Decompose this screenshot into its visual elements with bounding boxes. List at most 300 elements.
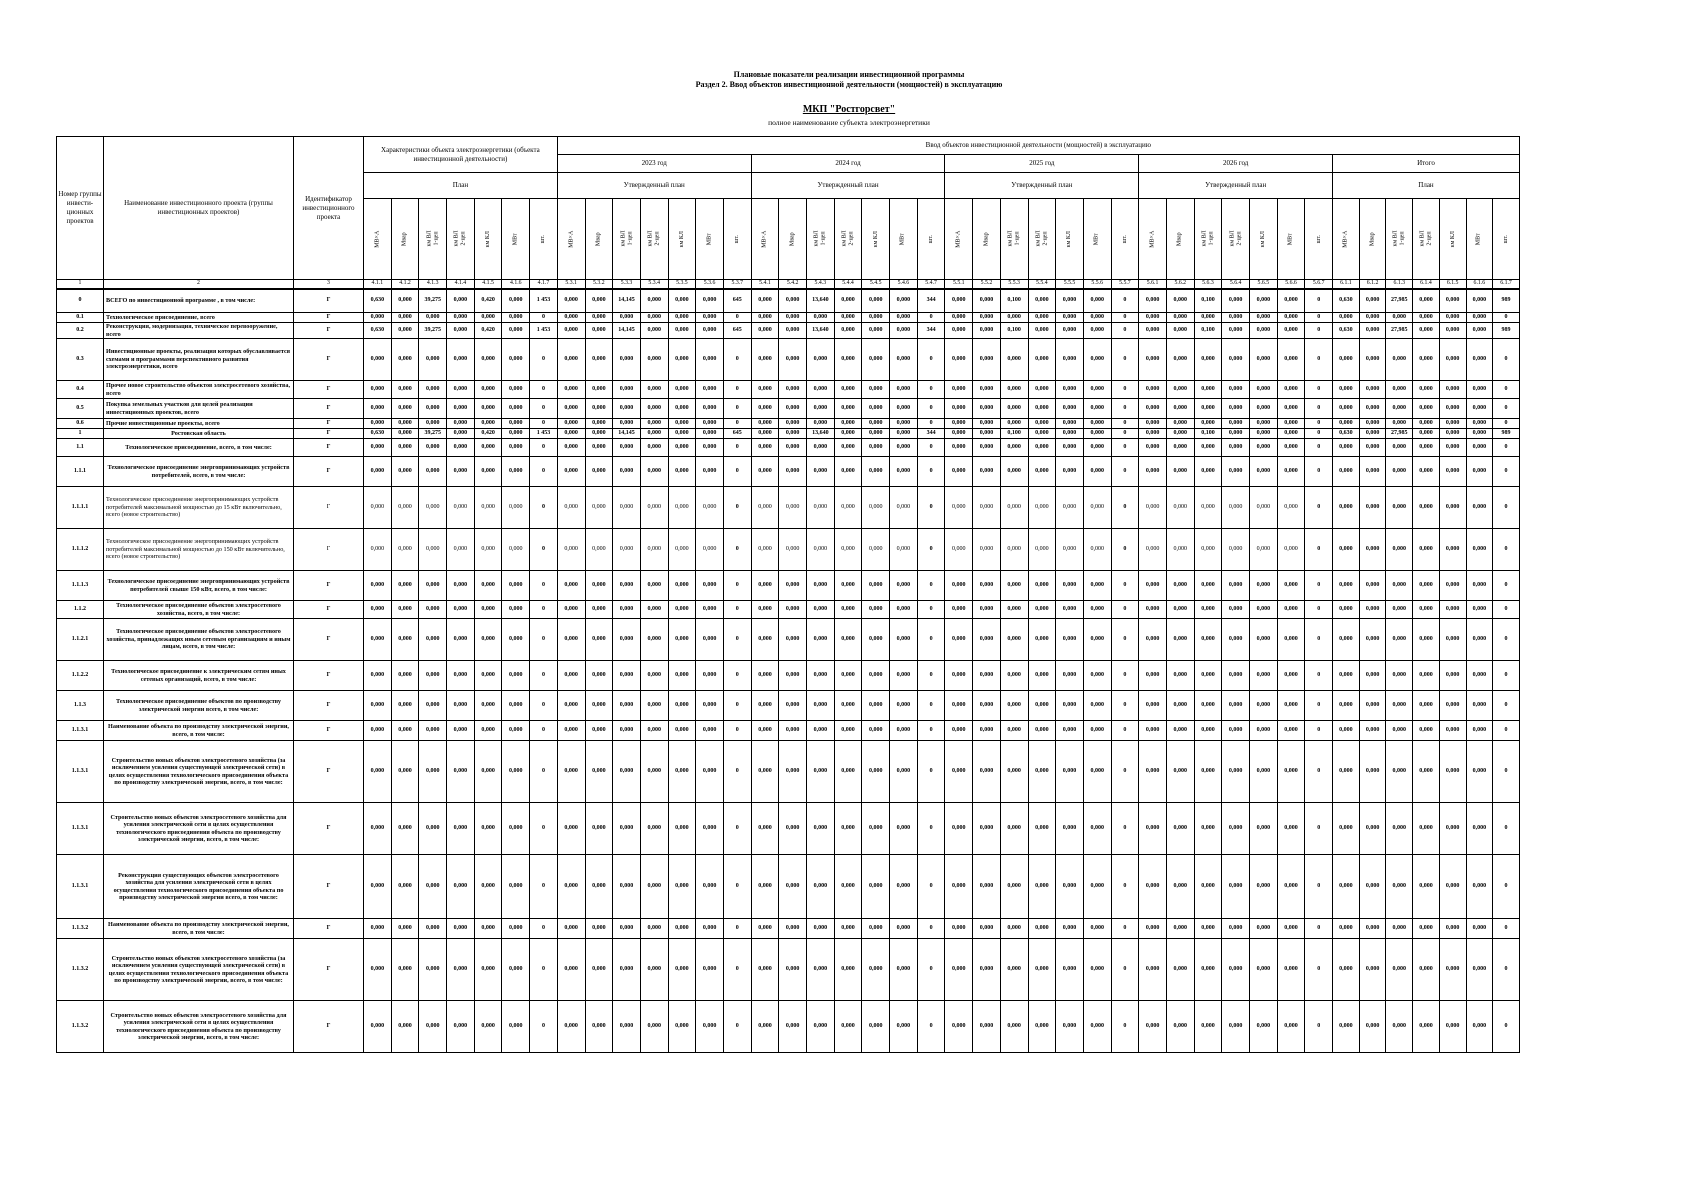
row-value: 0,000 [1139,691,1167,721]
row-value: 0,000 [696,529,724,571]
row-value: 0 [723,661,751,691]
row-value: 0,000 [613,661,641,691]
row-value: 0,000 [613,919,641,939]
row-value: 0,000 [751,487,779,529]
row-value: 0,000 [1222,323,1250,339]
row-value: 0,000 [1277,1001,1305,1053]
row-value: 0,000 [1413,529,1440,571]
row-value: 0,000 [1139,419,1167,429]
row-value: 0,000 [447,457,475,487]
row-value: 14,145 [613,429,641,439]
row-project-id: Г [294,323,364,339]
row-value: 0,000 [945,313,973,323]
row-value: 0,000 [1250,429,1278,439]
row-value: 0,000 [1277,919,1305,939]
row-value: 0,000 [502,619,530,661]
row-value: 0 [917,619,945,661]
row-value: 0,000 [391,939,419,1001]
row-value: 0,000 [502,1001,530,1053]
row-value: 0,000 [751,619,779,661]
row-value: 0,000 [1466,419,1493,429]
row-value: 0,000 [890,323,918,339]
row-value: 0,000 [1166,381,1194,399]
row-value: 0,000 [751,741,779,803]
header-unit: шт. [530,199,558,280]
row-value: 0 [1305,571,1333,601]
row-value: 0,000 [668,289,696,313]
row-number: 1.1.1.2 [57,529,104,571]
row-number: 0.6 [57,419,104,429]
row-value: 14,145 [613,289,641,313]
row-value: 0,000 [613,439,641,457]
row-value: 0 [723,919,751,939]
row-value: 0,000 [1250,457,1278,487]
row-number: 1.1.3.1 [57,741,104,803]
row-value: 0,000 [1000,313,1028,323]
row-value: 0,000 [419,855,447,919]
row-value: 0,000 [751,919,779,939]
row-value: 0,000 [364,803,392,855]
row-value: 0,000 [668,803,696,855]
row-value: 0,000 [585,691,613,721]
row-value: 0,000 [364,939,392,1001]
row-value: 0,000 [1194,419,1222,429]
row-value: 0 [530,419,558,429]
row-value: 0,000 [419,721,447,741]
row-value: 0,000 [751,803,779,855]
row-value: 0,000 [1333,439,1360,457]
row-value: 0,000 [1277,691,1305,721]
row-value: 0,000 [807,1001,835,1053]
header-unit: МВ×А [1333,199,1360,280]
row-value: 0,000 [834,855,862,919]
row-number: 1 [57,429,104,439]
row-value: 0,000 [945,487,973,529]
row-value: 0,000 [1166,313,1194,323]
row-value: 0,000 [419,381,447,399]
row-value: 0,000 [557,323,585,339]
row-value: 0,000 [1166,399,1194,419]
row-value: 0,000 [447,741,475,803]
row-value: 0,000 [1439,803,1466,855]
row-project-id: Г [294,439,364,457]
row-value: 0 [917,691,945,721]
row-project-id: Г [294,939,364,1001]
row-value: 0,000 [391,571,419,601]
row-value: 0,000 [1333,571,1360,601]
row-value: 0,000 [1277,741,1305,803]
row-value: 0,000 [1250,487,1278,529]
row-number: 0.4 [57,381,104,399]
row-project-id: Г [294,529,364,571]
row-value: 0,000 [502,399,530,419]
column-number: 6.1.1 [1333,280,1360,289]
row-value: 0 [1111,289,1139,313]
row-value: 0,000 [890,429,918,439]
row-value: 0,000 [1466,619,1493,661]
row-value: 0,000 [557,619,585,661]
row-value: 0,000 [1439,939,1466,1001]
row-value: 0,000 [502,487,530,529]
row-value: 0,630 [1333,323,1360,339]
row-value: 27,985 [1386,429,1413,439]
row-value: 0,000 [696,313,724,323]
row-value: 0 [1111,855,1139,919]
row-value: 0,100 [1000,323,1028,339]
header-unit: км КЛ [1056,199,1084,280]
row-value: 0,000 [1250,419,1278,429]
row-value: 0,000 [945,1001,973,1053]
row-value: 0,000 [1139,399,1167,419]
row-value: 0 [530,939,558,1001]
row-value: 0,000 [973,661,1001,691]
row-project-id: Г [294,289,364,313]
row-value: 0 [917,313,945,323]
row-value: 0,000 [640,939,668,1001]
row-value: 0 [1111,741,1139,803]
row-value: 0,000 [640,691,668,721]
row-value: 0,000 [419,419,447,429]
row-value: 0,000 [1083,381,1111,399]
row-value: 0,000 [807,457,835,487]
row-value: 0,000 [1166,601,1194,619]
row-value: 0,000 [696,289,724,313]
row-value: 0,000 [364,529,392,571]
row-value: 0,000 [1166,661,1194,691]
row-value: 0,000 [890,803,918,855]
table-row [57,457,1520,487]
row-value: 0,000 [1083,741,1111,803]
row-value: 0,000 [447,601,475,619]
row-value: 0,000 [1277,381,1305,399]
row-value: 0,000 [1222,529,1250,571]
row-value: 0 [1305,721,1333,741]
row-value: 0,000 [391,289,419,313]
row-value: 0 [1493,313,1520,323]
row-number: 1.1.3.1 [57,855,104,919]
row-value: 0,000 [391,919,419,939]
header-year-plan: Утвержденный план [557,173,751,199]
row-value: 0,000 [474,529,502,571]
row-value: 0,000 [1466,661,1493,691]
row-value: 0,000 [585,419,613,429]
row-value: 0,000 [1222,381,1250,399]
table-row [57,289,1520,313]
row-value: 0,000 [557,419,585,429]
row-value: 0,000 [613,855,641,919]
row-value: 0,000 [1333,939,1360,1001]
row-value: 0,000 [779,1001,807,1053]
row-value: 0,000 [862,741,890,803]
row-value: 0,000 [696,419,724,429]
row-project-name: Наименование объекта по производству электрической энергии, всего, в том числе: [104,919,294,939]
row-value: 0,000 [945,323,973,339]
row-value: 0,000 [585,289,613,313]
row-value: 0,000 [1028,741,1056,803]
row-value: 0,000 [364,381,392,399]
row-value: 0 [1305,381,1333,399]
row-value: 0,000 [419,919,447,939]
row-value: 0,000 [945,721,973,741]
row-value: 0,000 [1166,419,1194,429]
header-unit: км ВЛ 1-цеп [1386,199,1413,280]
row-value: 0 [1111,661,1139,691]
row-value: 0,000 [1277,429,1305,439]
row-value: 0,000 [973,429,1001,439]
row-value: 0,000 [1083,855,1111,919]
row-value: 0,000 [1222,741,1250,803]
table-row [57,339,1520,381]
table-row [57,439,1520,457]
row-value: 0,000 [1413,289,1440,313]
column-number: 5.5.2 [973,280,1001,289]
row-value: 0,000 [1083,457,1111,487]
row-value: 0,000 [973,855,1001,919]
row-value: 0,000 [1386,919,1413,939]
row-value: 0,000 [1359,323,1386,339]
row-project-name: Технологическое присоединение энергопринимающих устройств потребителей, всего, в том числе: [104,457,294,487]
row-value: 0,000 [779,939,807,1001]
row-value: 0,100 [1000,429,1028,439]
row-value: 0,000 [862,487,890,529]
row-project-id: Г [294,1001,364,1053]
header-unit: Мвар [973,199,1001,280]
row-value: 0,000 [1386,399,1413,419]
row-value: 0,000 [890,571,918,601]
row-value: 0,000 [1194,661,1222,691]
column-number: 5.5.6 [1083,280,1111,289]
row-value: 0,000 [502,381,530,399]
row-value: 0,000 [1359,919,1386,939]
row-value: 0,000 [557,439,585,457]
row-value: 0,000 [1222,457,1250,487]
row-value: 0,000 [1083,339,1111,381]
row-value: 0,000 [1250,855,1278,919]
row-value: 0 [1305,529,1333,571]
document-title: Плановые показатели реализации инвестиционной программы [733,70,965,79]
row-value: 0,000 [1000,803,1028,855]
row-value: 0,000 [502,691,530,721]
row-value: 0,000 [807,339,835,381]
row-value: 0,000 [696,399,724,419]
row-value: 0,000 [668,691,696,721]
row-value: 0,000 [1333,919,1360,939]
row-value: 0,000 [1386,487,1413,529]
row-value: 0,000 [1439,457,1466,487]
row-value: 0,000 [1222,919,1250,939]
row-number: 1.1.3.2 [57,919,104,939]
row-value: 0 [723,399,751,419]
row-value: 0,000 [419,939,447,1001]
row-value: 0,000 [1056,721,1084,741]
row-value: 0,000 [364,399,392,419]
header-unit: МВ×А [945,199,973,280]
row-value: 0,000 [973,419,1001,429]
row-value: 0,000 [834,741,862,803]
row-value: 0,000 [834,571,862,601]
row-value: 0,000 [1222,429,1250,439]
row-value: 0,000 [1359,429,1386,439]
row-value: 0,000 [1359,721,1386,741]
row-value: 0,000 [447,429,475,439]
row-value: 0,000 [1083,919,1111,939]
row-value: 0,000 [1028,339,1056,381]
row-value: 0 [917,571,945,601]
row-value: 39,275 [419,289,447,313]
row-value: 0,000 [557,571,585,601]
row-value: 0,000 [1194,339,1222,381]
row-value: 0,630 [1333,289,1360,313]
row-value: 0,000 [391,439,419,457]
row-value: 0,000 [1333,419,1360,429]
row-value: 0,000 [1194,855,1222,919]
header-year-plan: Утвержденный план [1139,173,1333,199]
column-number: 6.1.5 [1439,280,1466,289]
row-value: 0,000 [1028,855,1056,919]
row-value: 0,000 [1028,571,1056,601]
row-value: 0,000 [1056,1001,1084,1053]
row-value: 0,000 [1056,919,1084,939]
column-number: 5.6.6 [1277,280,1305,289]
row-value: 0,000 [502,419,530,429]
row-value: 0 [1111,323,1139,339]
row-project-name: Строительство новых объектов электросетевого хозяйства (за исключением усиления существующей электрической сети) в целях осуществления технологического присоединения объекта по производству электрической энергии, всего, в том числе: [104,741,294,803]
row-value: 0,000 [557,457,585,487]
row-value: 0,000 [1277,313,1305,323]
row-value: 0,000 [668,741,696,803]
column-number: 5.4.4 [834,280,862,289]
row-value: 0 [1493,1001,1520,1053]
row-value: 0,000 [1250,529,1278,571]
row-value: 0 [1111,313,1139,323]
row-value: 0,000 [779,487,807,529]
row-value: 0,000 [1028,919,1056,939]
table-row [57,429,1520,439]
row-value: 0,000 [779,741,807,803]
header-unit: км КЛ [474,199,502,280]
row-value: 0,000 [1359,691,1386,721]
row-value: 0,000 [807,487,835,529]
row-value: 0,000 [807,419,835,429]
row-value: 0,000 [613,1001,641,1053]
table-row [57,919,1520,939]
header-unit: шт. [917,199,945,280]
row-value: 0,000 [668,919,696,939]
row-value: 0,000 [1386,439,1413,457]
header-unit: МВ×А [1139,199,1167,280]
row-value: 0,000 [447,803,475,855]
row-value: 0,000 [862,919,890,939]
row-value: 0 [1111,691,1139,721]
row-value: 0,000 [1139,323,1167,339]
header-characteristics: Характеристики объекта электроэнергетики (объекта инвестиционной деятельности) [364,137,558,173]
row-value: 0,000 [419,571,447,601]
row-value: 0,000 [391,419,419,429]
row-value: 0,000 [1413,571,1440,601]
row-value: 0,000 [391,339,419,381]
row-value: 0,000 [1083,323,1111,339]
row-value: 0,000 [1413,399,1440,419]
row-value: 0,000 [640,803,668,855]
row-value: 0,000 [1222,487,1250,529]
row-value: 0,000 [834,339,862,381]
row-number: 1.1.1.1 [57,487,104,529]
header-unit: км ВЛ 2-цеп [1413,199,1440,280]
row-value: 0,000 [862,339,890,381]
row-value: 0 [1493,803,1520,855]
row-value: 0,420 [474,323,502,339]
row-value: 0,000 [807,571,835,601]
row-value: 0,000 [1333,619,1360,661]
row-value: 0 [1493,419,1520,429]
row-value: 0,000 [1333,381,1360,399]
row-project-id: Г [294,741,364,803]
row-value: 0,000 [1359,741,1386,803]
row-value: 0 [1111,601,1139,619]
row-value: 0,000 [1439,661,1466,691]
row-value: 0,000 [1083,529,1111,571]
row-value: 0 [1305,1001,1333,1053]
row-value: 0,000 [1000,399,1028,419]
row-value: 0,000 [696,855,724,919]
row-value: 0,000 [1439,429,1466,439]
row-value: 0 [1305,855,1333,919]
row-value: 0,000 [364,741,392,803]
row-value: 0 [917,399,945,419]
row-value: 0 [530,1001,558,1053]
row-value: 0,000 [945,803,973,855]
row-value: 0,000 [1166,721,1194,741]
row-value: 0,000 [1359,399,1386,419]
row-value: 0,000 [1413,313,1440,323]
row-value: 0 [530,661,558,691]
row-value: 0,000 [391,323,419,339]
row-value: 0,000 [391,1001,419,1053]
row-value: 0,000 [1333,1001,1360,1053]
row-value: 0,000 [751,529,779,571]
row-value: 0,000 [668,313,696,323]
row-value: 0,000 [447,313,475,323]
row-value: 0,000 [862,855,890,919]
row-project-id: Г [294,429,364,439]
row-value: 0,000 [696,571,724,601]
row-value: 0 [1111,339,1139,381]
row-value: 0,000 [557,487,585,529]
row-value: 0,000 [890,741,918,803]
row-value: 0,000 [557,339,585,381]
row-value: 0,000 [640,741,668,803]
row-value: 0,000 [668,939,696,1001]
row-value: 0,000 [447,1001,475,1053]
table-row [57,399,1520,419]
row-value: 0,000 [1466,529,1493,571]
row-value: 0,000 [862,803,890,855]
row-value: 0,000 [1056,619,1084,661]
row-value: 0,000 [751,691,779,721]
row-value: 0,000 [640,429,668,439]
row-value: 0,000 [862,429,890,439]
row-project-id: Г [294,721,364,741]
row-value: 0,000 [1056,313,1084,323]
row-value: 0,000 [1466,919,1493,939]
row-value: 0,000 [640,457,668,487]
row-value: 0,000 [1250,803,1278,855]
row-value: 0,000 [1277,289,1305,313]
table-row [57,741,1520,803]
row-value: 0,000 [1028,691,1056,721]
row-value: 0,000 [862,1001,890,1053]
row-value: 0,000 [973,339,1001,381]
